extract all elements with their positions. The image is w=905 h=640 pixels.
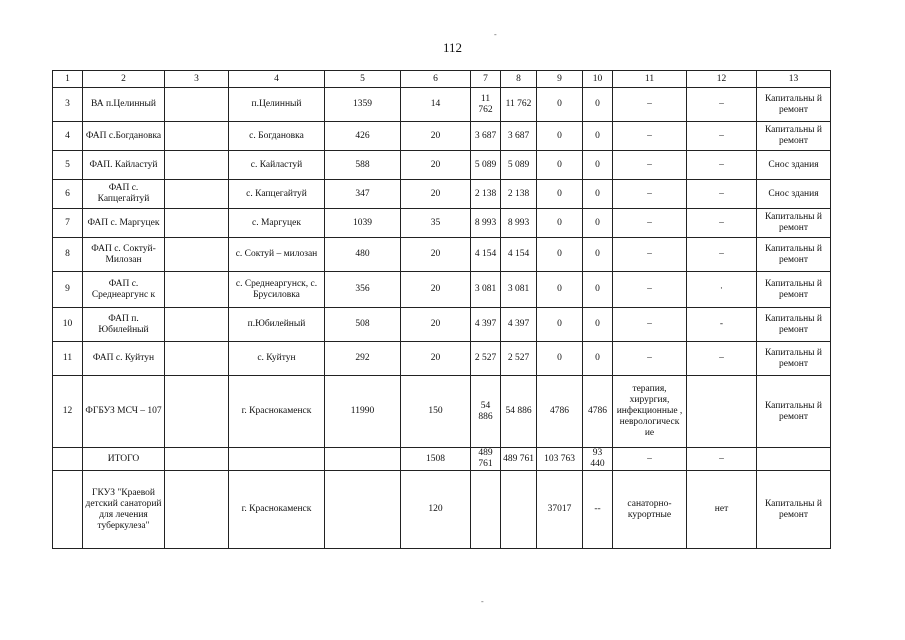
table-cell: 12	[53, 376, 83, 448]
table-cell: 356	[325, 272, 401, 308]
table-cell: 9	[53, 272, 83, 308]
table-cell	[165, 209, 229, 238]
table-cell: ФАП п. Юбилейный	[83, 308, 165, 342]
table-row	[53, 272, 831, 308]
table-cell: 0	[537, 122, 583, 151]
header-cell: 7	[471, 71, 501, 88]
header-cell: 11	[613, 71, 687, 88]
table-cell: ГКУЗ "Краевой детский санаторий для лечения туберкулеза"	[83, 471, 165, 549]
table-cell: 0	[537, 88, 583, 122]
header-cell: 8	[501, 71, 537, 88]
header-cell: 6	[401, 71, 471, 88]
table-cell: 37017	[537, 471, 583, 549]
header-cell: 2	[83, 71, 165, 88]
table-cell: 4786	[583, 376, 613, 448]
table-cell	[501, 471, 537, 549]
table-cell: –	[687, 209, 757, 238]
table-cell: 10	[53, 308, 83, 342]
header-cell: 4	[229, 71, 325, 88]
header-cell: 10	[583, 71, 613, 88]
table-cell: 3 687	[501, 122, 537, 151]
table-cell: 292	[325, 342, 401, 376]
table-cell: 120	[401, 471, 471, 549]
table-row	[53, 88, 831, 122]
header-cell: 13	[757, 71, 831, 88]
table-cell: 5	[53, 151, 83, 180]
header-row	[53, 71, 831, 88]
table-cell: 54 886	[501, 376, 537, 448]
table-cell: 11 762	[501, 88, 537, 122]
table-cell: 0	[583, 151, 613, 180]
table-cell: 2 527	[471, 342, 501, 376]
table-cell	[165, 238, 229, 272]
table-row	[53, 448, 831, 471]
table-cell: 347	[325, 180, 401, 209]
table-cell: –	[687, 342, 757, 376]
table-cell: 0	[537, 209, 583, 238]
table-cell: 588	[325, 151, 401, 180]
table-cell: 11990	[325, 376, 401, 448]
table-cell: 3 081	[471, 272, 501, 308]
table-row	[53, 308, 831, 342]
table-cell: Капитальны й ремонт	[757, 88, 831, 122]
table-cell: 20	[401, 272, 471, 308]
table-cell: г. Краснокаменск	[229, 471, 325, 549]
table-cell: 0	[583, 180, 613, 209]
header-cell: 9	[537, 71, 583, 88]
table-cell: 1359	[325, 88, 401, 122]
table-cell: –	[613, 448, 687, 471]
table-cell: –	[687, 122, 757, 151]
table-cell: 0	[583, 209, 613, 238]
table-cell: 0	[537, 180, 583, 209]
table-cell: 103 763	[537, 448, 583, 471]
table-cell: Капитальны й ремонт	[757, 308, 831, 342]
table-cell: 11	[53, 342, 83, 376]
table-cell	[165, 122, 229, 151]
table-cell: 426	[325, 122, 401, 151]
table-cell: 4 154	[471, 238, 501, 272]
table-cell	[687, 376, 757, 448]
table-cell	[53, 448, 83, 471]
table-cell: –	[613, 238, 687, 272]
table-cell: п.Целинный	[229, 88, 325, 122]
table-cell	[165, 88, 229, 122]
table-cell: -	[687, 308, 757, 342]
table-cell: 3	[53, 88, 83, 122]
table-cell: 150	[401, 376, 471, 448]
table-cell: 0	[537, 238, 583, 272]
table-row	[53, 342, 831, 376]
table-cell: –	[613, 342, 687, 376]
table-cell: –	[613, 88, 687, 122]
table-cell: 7	[53, 209, 83, 238]
bottom-mark: -	[481, 597, 484, 606]
table-cell: 489 761	[471, 448, 501, 471]
table-cell: санаторно- курортные	[613, 471, 687, 549]
table-cell: 3 081	[501, 272, 537, 308]
table-cell: 489 761	[501, 448, 537, 471]
header-cell: 3	[165, 71, 229, 88]
table-cell: –	[687, 180, 757, 209]
table-cell: Капитальны й ремонт	[757, 471, 831, 549]
table-cell: 8 993	[471, 209, 501, 238]
table-cell: 8 993	[501, 209, 537, 238]
table-cell	[165, 272, 229, 308]
table-cell: 508	[325, 308, 401, 342]
page-number: 112	[442, 40, 463, 55]
table-cell: 35	[401, 209, 471, 238]
table-cell	[165, 448, 229, 471]
table-cell: ВА п.Целинный	[83, 88, 165, 122]
table-cell: 0	[537, 151, 583, 180]
table-cell: –	[613, 180, 687, 209]
table-cell: Капитальны й ремонт	[757, 209, 831, 238]
table-cell: –	[687, 448, 757, 471]
table-cell: –	[613, 308, 687, 342]
table-cell	[165, 376, 229, 448]
table-cell: ФАП. Кайластуй	[83, 151, 165, 180]
table-cell: –	[687, 238, 757, 272]
table-cell: --	[583, 471, 613, 549]
table-cell: Снос здания	[757, 151, 831, 180]
table-cell: 0	[537, 272, 583, 308]
table-cell: 4786	[537, 376, 583, 448]
table-cell	[53, 471, 83, 549]
table-row	[53, 238, 831, 272]
table-cell: –	[613, 209, 687, 238]
table-cell: 93 440	[583, 448, 613, 471]
table-cell	[325, 448, 401, 471]
table-cell: 2 527	[501, 342, 537, 376]
table-cell: с. Соктуй – милозан	[229, 238, 325, 272]
table-cell: 14	[401, 88, 471, 122]
header-cell: 5	[325, 71, 401, 88]
table-cell: нет	[687, 471, 757, 549]
table-cell	[229, 448, 325, 471]
table-cell: Снос здания	[757, 180, 831, 209]
table-cell	[165, 471, 229, 549]
table-cell: ФАП с. Капцегайтуй	[83, 180, 165, 209]
table-cell: 8	[53, 238, 83, 272]
table-cell: ФАП с.Богдановка	[83, 122, 165, 151]
table-row	[53, 209, 831, 238]
table-cell: ФАП с. Соктуй-Милозан	[83, 238, 165, 272]
table-cell: 20	[401, 308, 471, 342]
table-cell	[165, 342, 229, 376]
table-row	[53, 151, 831, 180]
table-cell: 4 397	[501, 308, 537, 342]
table-cell: 20	[401, 151, 471, 180]
table-cell	[471, 471, 501, 549]
table-cell: ФАП с. Маргуцек	[83, 209, 165, 238]
table-cell: с. Среднеаргунск, с. Брусиловка	[229, 272, 325, 308]
table-cell: 1039	[325, 209, 401, 238]
table-cell: ФГБУЗ МСЧ – 107	[83, 376, 165, 448]
table-cell: –	[687, 88, 757, 122]
table-cell: Капитальны й ремонт	[757, 238, 831, 272]
table-cell: 0	[583, 122, 613, 151]
table-cell: 0	[583, 238, 613, 272]
table-cell: 4 397	[471, 308, 501, 342]
header-cell: 1	[53, 71, 83, 88]
table-cell: 3 687	[471, 122, 501, 151]
table-cell: ИТОГО	[83, 448, 165, 471]
table-cell: Капитальны й ремонт	[757, 376, 831, 448]
table-cell: п.Юбилейный	[229, 308, 325, 342]
table-row	[53, 122, 831, 151]
table-cell	[165, 308, 229, 342]
table-cell: 6	[53, 180, 83, 209]
table-cell: –	[613, 122, 687, 151]
table-cell: 0	[583, 272, 613, 308]
table-cell: Капитальны й ремонт	[757, 342, 831, 376]
table-cell: –	[687, 151, 757, 180]
table-cell: 0	[583, 308, 613, 342]
table-cell: 20	[401, 122, 471, 151]
table-cell: 54 886	[471, 376, 501, 448]
table-cell: Капитальны й ремонт	[757, 122, 831, 151]
table-cell: 0	[537, 342, 583, 376]
table-row	[53, 471, 831, 549]
table-row	[53, 376, 831, 448]
table-cell: с. Богдановка	[229, 122, 325, 151]
table-cell: с. Маргуцек	[229, 209, 325, 238]
table-cell: ·	[687, 272, 757, 308]
table-cell: –	[613, 151, 687, 180]
table-cell: Капитальны й ремонт	[757, 272, 831, 308]
table-cell: 5 089	[471, 151, 501, 180]
table-cell	[757, 448, 831, 471]
table-cell: 20	[401, 180, 471, 209]
table-cell: –	[613, 272, 687, 308]
table-cell: ФАП с. Среднеаргунс к	[83, 272, 165, 308]
table-cell: 480	[325, 238, 401, 272]
table-cell	[165, 151, 229, 180]
table-cell: 1508	[401, 448, 471, 471]
table-cell: 20	[401, 342, 471, 376]
table-cell: г. Краснокаменск	[229, 376, 325, 448]
table-cell: 0	[583, 88, 613, 122]
facilities-table	[52, 70, 831, 549]
table-cell	[325, 471, 401, 549]
table-cell: 4 154	[501, 238, 537, 272]
table-cell: ФАП с. Куйтун	[83, 342, 165, 376]
table-cell: 11 762	[471, 88, 501, 122]
header-cell: 12	[687, 71, 757, 88]
table-cell: 20	[401, 238, 471, 272]
table-cell	[165, 180, 229, 209]
table-cell: 4	[53, 122, 83, 151]
table-cell: с. Капцегайтуй	[229, 180, 325, 209]
table-cell: 0	[583, 342, 613, 376]
table-cell: 2 138	[471, 180, 501, 209]
table-cell: 2 138	[501, 180, 537, 209]
table-row	[53, 180, 831, 209]
table-cell: 0	[537, 308, 583, 342]
table-cell: с. Куйтун	[229, 342, 325, 376]
table-cell: терапия, хирургия, инфекционные , неврологическ ие	[613, 376, 687, 448]
table-cell: 5 089	[501, 151, 537, 180]
table-cell: с. Кайластуй	[229, 151, 325, 180]
top-mark: -	[494, 30, 497, 39]
